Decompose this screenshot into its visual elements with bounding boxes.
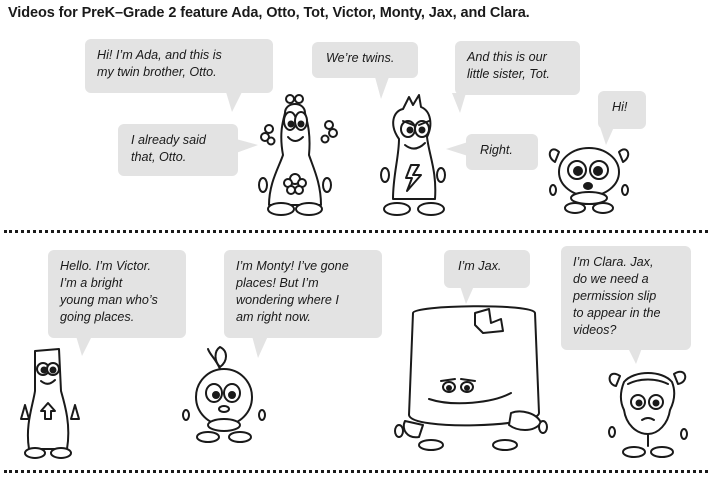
ada-intro-text: Hi! I’m Ada, and this is my twin brother, Otto. — [97, 48, 222, 79]
ada-reply-bubble — [118, 124, 238, 176]
ada-intro-tail — [226, 92, 242, 112]
otto-twins-bubble — [312, 42, 418, 78]
clara-character — [604, 362, 694, 462]
otto-twins-text: We’re twins. — [326, 51, 395, 65]
victor-bubble — [48, 250, 186, 338]
monty-bubble — [224, 250, 382, 338]
jax-tail — [460, 286, 474, 304]
otto-right-text: Right. — [480, 143, 513, 157]
ada-sister-bubble — [455, 41, 580, 95]
jax-text: I’m Jax. — [458, 259, 502, 273]
ada-sister-text: And this is our little sister, Tot. — [467, 50, 550, 81]
jax-bubble — [444, 250, 530, 288]
ada-reply-text: I already said that, Otto. — [131, 133, 206, 164]
victor-text: Hello. I’m Victor. I’m a bright young man who’s going places. — [60, 259, 158, 324]
section-divider-top — [4, 230, 708, 233]
section-divider-bottom — [4, 470, 708, 473]
jax-character — [393, 303, 553, 453]
monty-text: I’m Monty! I’ve gone places! But I’m wondering where I am right now. — [236, 259, 349, 324]
victor-character — [15, 345, 85, 460]
otto-character — [375, 95, 460, 220]
tot-hi-bubble — [598, 91, 646, 129]
ada-intro-bubble — [85, 39, 273, 93]
clara-text: I’m Clara. Jax, do we need a permission slip to appear in the videos? — [573, 255, 661, 337]
tot-hi-text: Hi! — [612, 100, 628, 114]
otto-right-bubble — [466, 134, 538, 170]
monty-character — [180, 345, 270, 445]
page-title: Videos for PreK–Grade 2 feature Ada, Otto, Tot, Victor, Monty, Jax, and Clara. — [8, 5, 530, 21]
clara-bubble — [561, 246, 691, 350]
ada-character — [255, 95, 345, 220]
tot-character — [545, 142, 635, 217]
